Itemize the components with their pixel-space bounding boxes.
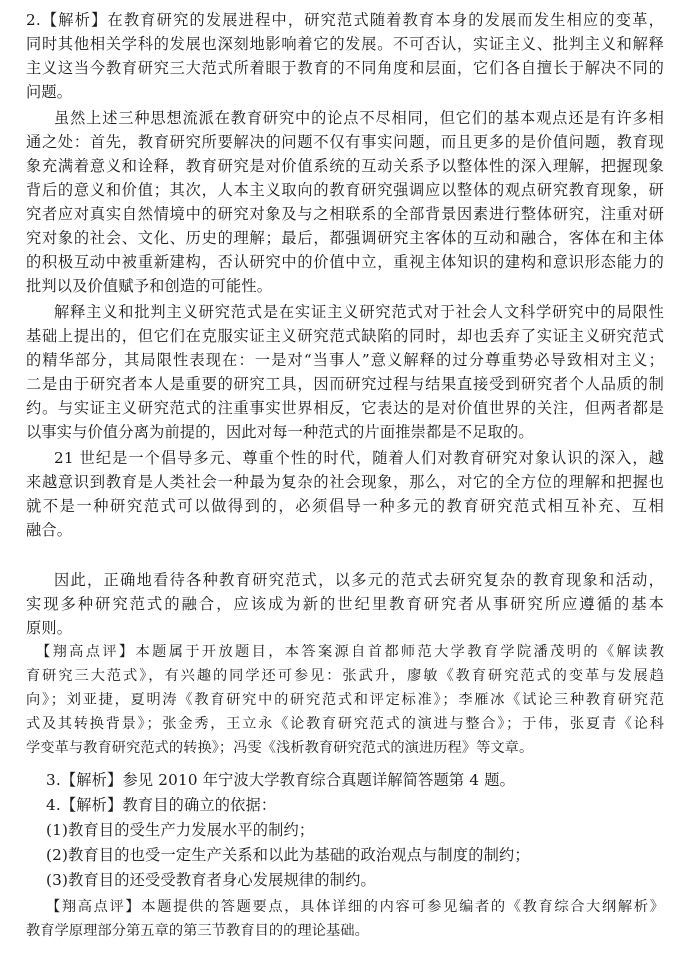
text-line: 背后的意义和价值；其次，人本主义取向的教育研究强调应以整体的观点研究教育现象，研 [26,181,664,199]
text-line: 通之处：首先，教育研究所要解决的问题不仅有事实问题，而且更多的是价值问题，教育现 [26,133,664,151]
text-line: 象充满着意义和诠释，教育研究是对价值系统的互动关系予以整体性的深入理解，把握现象 [26,157,664,175]
text-line: 来越意识到教育是人类社会一种最为复杂的社会现象，那么，对它的全方位的理解和把握也 [26,473,664,491]
text-line: 向》；刘亚捷，夏明涛《教育研究中的研究范式和评定标准》；李雁冰《试论三种教育研究范 [26,692,664,708]
text-line: 融合。 [26,521,73,539]
text-line: 约。与实证主义研究范式的注重事实世界相反，它表达的是对价值世界的关注，但两者都是 [26,399,664,417]
list-item: (3)教育目的还受受教育者身心发展规律的制约。 [46,871,376,889]
text-line: 因此，正确地看待各种教育研究范式，以多元的范式去研究复杂的教育现象和活动， [54,571,664,589]
text-line: 二是由于研究者本人是重要的研究工具，因而研究过程与结果直接受到研究者个人品质的制 [26,375,664,393]
text-line: 就不是一种研究范式可以做得到的，必须倡导一种多元的教育研究范式相互补充、互相 [26,497,664,515]
text-line: 批判以及价值赋予和创造的可能性。 [26,277,273,295]
text-line: 【翔高点评】本题属于开放题目，本答案源自首都师范大学教育学院潘茂明的《解读教 [36,644,664,660]
text-line: 的精华部分，其局限性表现在：一是对“当事人”意义解释的过分尊重势必导致相对主义； [26,351,664,369]
text-line: 以事实与价值分离为前提的，因此对每一种范式的片面推崇都是不足取的。 [26,423,534,441]
text-line: 解释主义和批判主义研究范式是在实证主义研究范式对于社会人文科学研究中的局限性 [54,303,664,321]
text-line: 学变革与教育研究范式的转换》；冯雯《浅析教育研究范式的演进历程》等文章。 [26,740,534,756]
text-line: 实现多种研究范式的融合，应该成为新的世纪里教育研究者从事研究所应遵循的基本 [26,595,664,613]
text-line: 21 世纪是一个倡导多元、尊重个性的时代，随着人们对教育研究对象认识的深入，越 [54,449,664,467]
text-line: 同时其他相关学科的发展也深刻地影响着它的发展。不可否认，实证主义、批判主义和解释 [26,35,664,53]
text-line: 原则。 [26,619,73,637]
text-line: 教育学原理部分第五章的第三节教育目的的理论基础。 [26,923,369,939]
text-line: 究者应对真实自然情境中的研究对象及与之相联系的全部背景因素进行整体研究，注重对研 [26,205,664,223]
text-line: 问题。 [26,83,73,101]
text-line: 主义这当今教育研究三大范式所着眼于教育的不同角度和层面，它们各自擅长于解决不同的 [26,59,664,77]
text-line: 式及其转换背景》；张金秀，王立永《论教育研究范式的演进与整合》；于伟，张夏青《论科 [26,716,664,732]
list-item: (1)教育目的受生产力发展水平的制约； [46,821,315,839]
text-line: 虽然上述三种思想流派在教育研究中的论点不尽相同，但它们的基本观点还是有许多相 [54,109,664,127]
text-line: 3.【解析】参见 2010 年宁波大学教育综合真题详解简答题第 4 题。 [46,771,516,789]
text-line: 究对象的社会、文化、历史的理解；最后，都强调研究主客体的互动和融合，客体在和主体 [26,229,664,247]
text-line: 基础上提出的，但它们在克服实证主义研究范式缺陷的同时，却也丢弃了实证主义研究范式 [26,327,664,345]
text-line: 4.【解析】教育目的确立的依据： [46,796,277,814]
text-line: 的积极互动中被重新建构，否认研究中的价值中立，重视主体知识的建构和意识形态能力的 [26,253,664,271]
text-line: 育研究三大范式》，有兴趣的同学还可参见：张武升，廖敏《教育研究范式的变革与发展趋 [26,668,664,684]
text-line: 2.【解析】在教育研究的发展进程中，研究范式随着教育本身的发展而发生相应的变革， [26,11,664,29]
list-item: (2)教育目的也受一定生产关系和以此为基础的政治观点与制度的制约； [46,846,530,864]
text-line: 【翔高点评】本题提供的答题要点，具体详细的内容可参见编者的《教育综合大纲解析》 [46,899,664,915]
